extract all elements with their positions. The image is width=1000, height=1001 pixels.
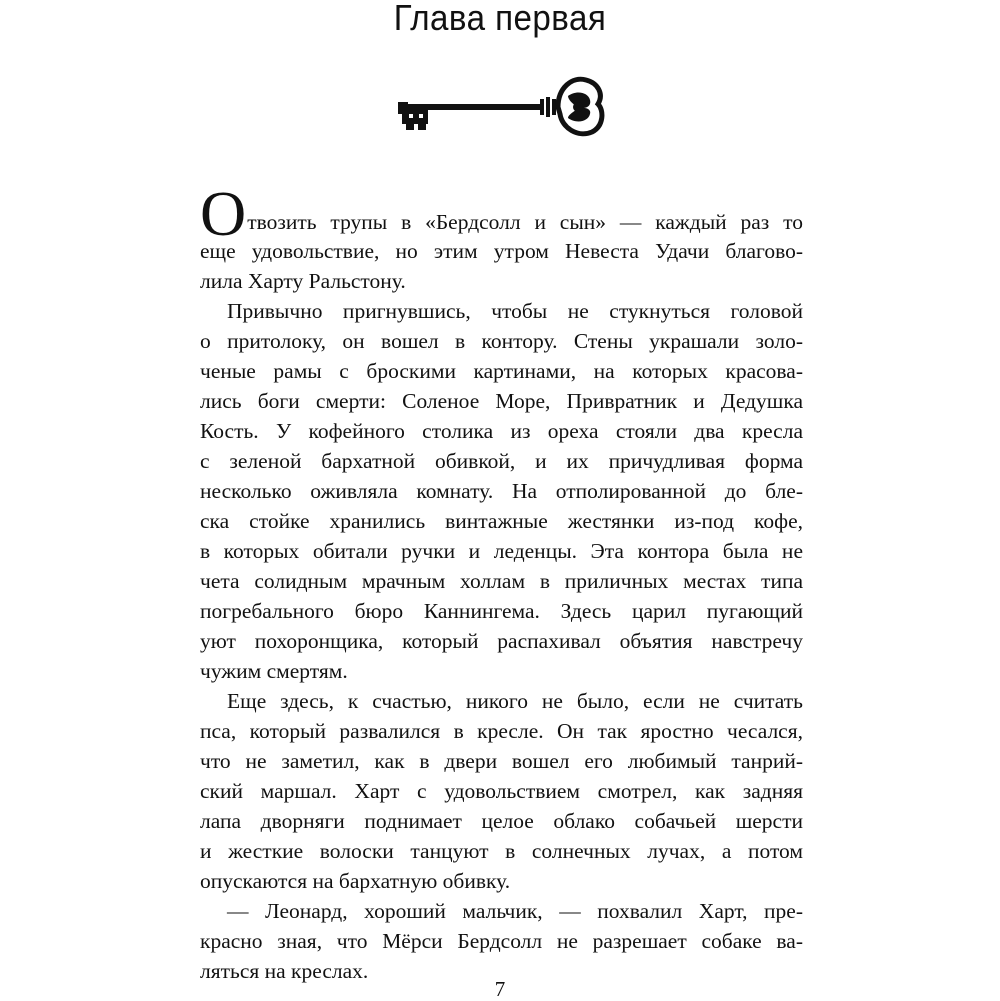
drop-cap: О — [200, 178, 247, 249]
key-icon — [392, 70, 612, 142]
text-line: Кость. У кофейного столика из ореха стояли два кресла — [200, 419, 803, 443]
page-number: 7 — [494, 977, 506, 1001]
text-line: и жесткие волоски танцуют в солнечных лучах, а потом — [200, 839, 803, 863]
text-line: Привычно пригнувшись, чтобы не стукнуться головой — [227, 299, 803, 323]
text-line: лапа дворняги поднимает целое облако собачьей шерсти — [200, 809, 803, 833]
text-line: чета солидным мрачным холлам в приличных местах типа — [200, 569, 803, 593]
text-line: Отвозить трупы в «Бердсолл и сын» — каждый раз то — [200, 178, 803, 249]
chapter-title: Глава первая — [393, 0, 607, 38]
text-line: о притолоку, он вошел в контору. Стены украшали золо- — [200, 329, 803, 353]
text-line: красно зная, что Мёрси Бердсолл не разрешает собаке ва- — [200, 929, 803, 953]
text-line: лись боги смерти: Соленое Море, Привратник и Дедушка — [200, 389, 803, 413]
text-line: еще удовольствие, но этим утром Невеста Удачи благово- — [200, 239, 803, 263]
text-line: уют похоронщика, который распахивал объятия навстречу — [200, 629, 803, 653]
text-line: ченые рамы с броскими картинами, на которых красова- — [200, 359, 803, 383]
chapter-text — [200, 178, 803, 986]
text-line: чужим смертям. — [200, 659, 348, 683]
text-line: лила Харту Ральстону. — [200, 269, 406, 293]
text-line: в которых обитали ручки и леденцы. Эта контора была не — [200, 539, 803, 563]
text-line: что не заметил, как в двери вошел его любимый танрий- — [200, 749, 803, 773]
text-line: ский маршал. Харт с удовольствием смотрел, как задняя — [200, 779, 803, 803]
text-line: опускаются на бархатную обивку. — [200, 869, 511, 893]
text-line: погребального бюро Каннингема. Здесь царил пугающий — [200, 599, 803, 623]
text-line: Еще здесь, к счастью, никого не было, если не считать — [227, 689, 803, 713]
text-line: ляться на креслах. — [200, 959, 369, 983]
text-line: пса, который развалился в кресле. Он так яростно чесался, — [200, 719, 803, 743]
text-line: несколько оживляла комнату. На отполированной до бле- — [200, 479, 803, 503]
text-line: с зеленой бархатной обивкой, и их причудливая форма — [200, 449, 803, 473]
text-line: ска стойке хранились винтажные жестянки из-под кофе, — [200, 509, 803, 533]
text-line: — Леонард, хороший мальчик, — похвалил Харт, пре- — [227, 899, 803, 923]
